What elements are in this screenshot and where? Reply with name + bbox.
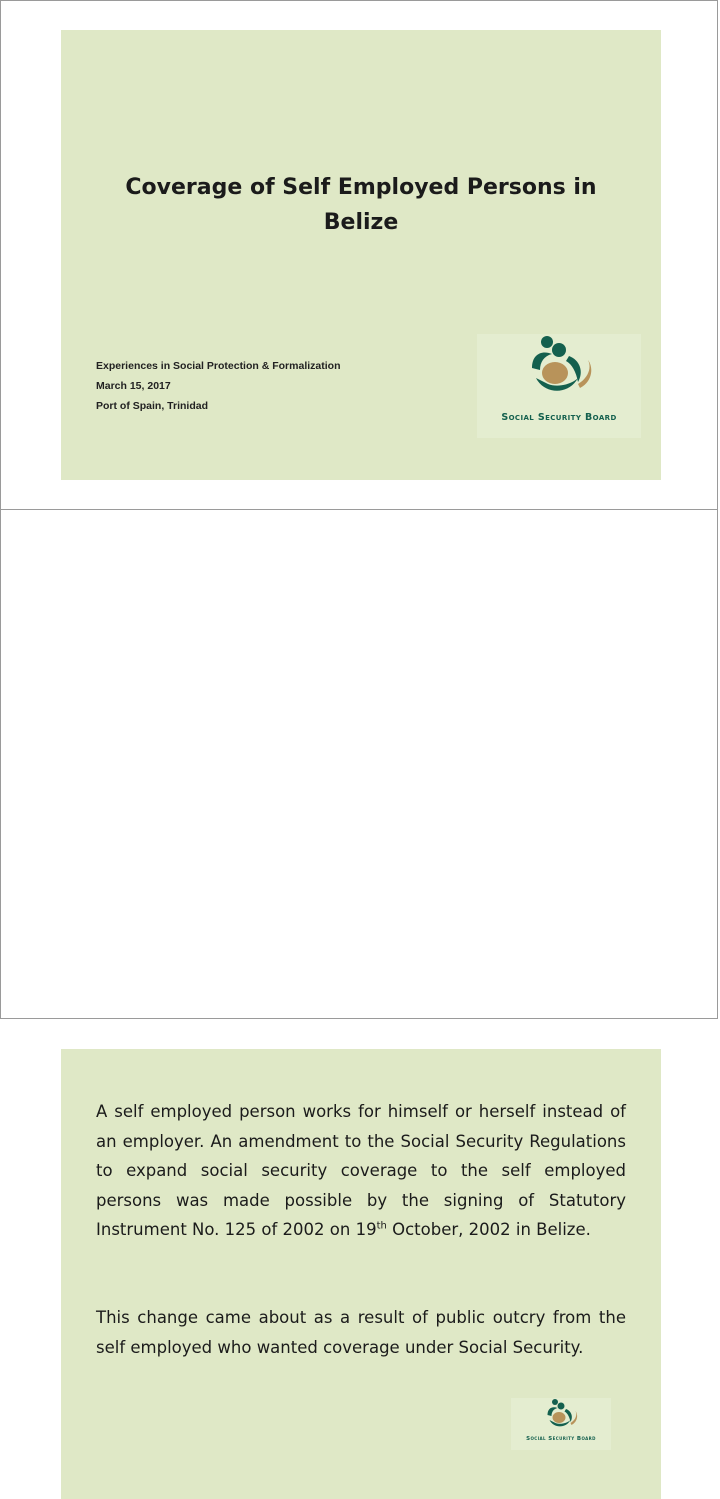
paragraph-definition (96, 1097, 626, 1245)
superscript-th: th (376, 1220, 387, 1232)
title-line-2: Belize (323, 210, 399, 235)
paragraph-1-text-end: October, 2002 in Belize. (386, 1220, 591, 1239)
presentation-details (96, 356, 340, 416)
content-slide (61, 1049, 661, 1499)
paragraph-outcry: This change came about as a result of public outcry from the self employed who wanted coverage under Social Security. (96, 1308, 626, 1357)
slide-title (61, 170, 661, 240)
logo-text: Social Security Board (501, 412, 617, 423)
ssb-logo-small (511, 1398, 611, 1450)
event-name: Experiences in Social Protection & Formalization (96, 360, 341, 372)
page-2 (0, 509, 718, 1442)
presentation-date: March 15, 2017 (96, 380, 171, 392)
presentation-location: Port of Spain, Trinidad (96, 400, 209, 412)
social-security-board-logo-icon (514, 334, 604, 410)
ssb-logo (477, 334, 641, 438)
title-line-1: Coverage of Self Employed Persons in (125, 175, 597, 200)
title-slide (61, 30, 661, 480)
paragraph-1-text: A self employed person works for himself or herself instead of an employer. An amendment to the Social Security Regulations to expand social security coverage to the self employed persons was made possible by the signing of Statutory Instrument No. 125 of 2002 on 19 (96, 1102, 626, 1239)
logo-text-small: Social Security Board (526, 1436, 596, 1442)
social-security-board-logo-icon (538, 1398, 584, 1436)
page-1 (0, 0, 718, 510)
